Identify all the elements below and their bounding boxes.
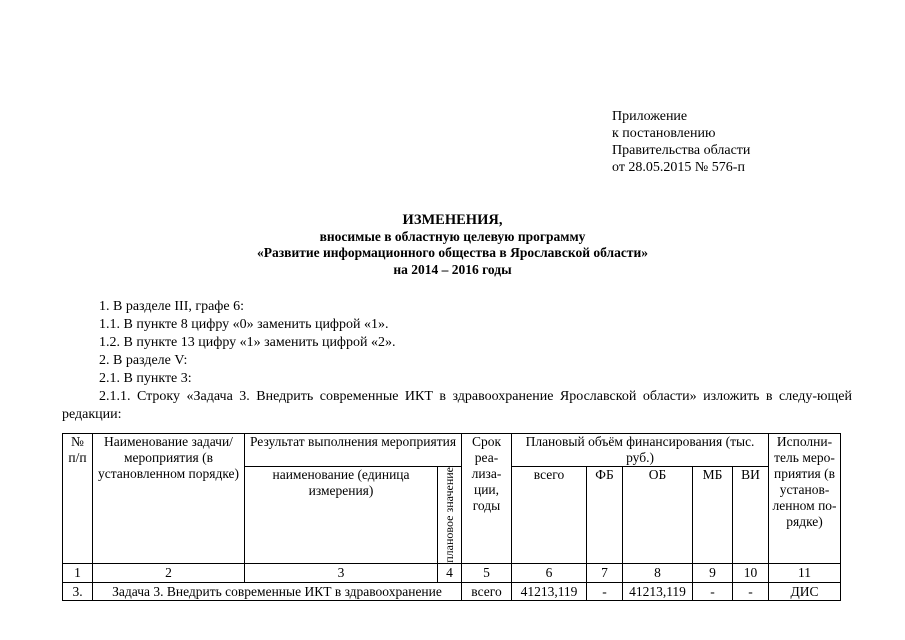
header-cell-finance: Плановый объём финансирования (тыс. руб.) — [512, 434, 769, 467]
header-cell-total: всего — [512, 467, 587, 564]
header-cell-result-name: наименование (единица измерения) — [245, 467, 438, 564]
column-number: 3 — [245, 564, 438, 583]
column-number: 9 — [693, 564, 733, 583]
row-mb: - — [693, 583, 733, 601]
document-body — [62, 298, 852, 424]
row-term: всего — [462, 583, 512, 601]
title-line: на 2014 – 2016 годы — [393, 261, 512, 277]
row-total: 41213,119 — [512, 583, 587, 601]
title-main: ИЗМЕНЕНИЯ, — [402, 212, 503, 228]
paragraph: 1.2. В пункте 13 цифру «1» заменить цифрой «2». — [99, 335, 396, 350]
column-number: 4 — [438, 564, 462, 583]
paragraph: 1.1. В пункте 8 цифру «0» заменить цифрой «1». — [99, 317, 389, 332]
header-cell-term: Срок реа-лиза-ции, годы — [462, 434, 512, 564]
row-ob: 41213,119 — [623, 583, 693, 601]
column-number: 1 — [63, 564, 93, 583]
appendix-line: Приложение — [612, 109, 688, 124]
column-number: 8 — [623, 564, 693, 583]
header-cell-vi: ВИ — [733, 467, 769, 564]
header-cell-name: Наименование задачи/мероприятия (в установленном порядке) — [93, 434, 245, 564]
header-cell-fb: ФБ — [587, 467, 623, 564]
paragraph: 2.1. В пункте 3: — [99, 371, 192, 386]
header-cell-ob: ОБ — [623, 467, 693, 564]
title-line: «Развитие информационного общества в Ярославской области» — [256, 245, 649, 260]
row-number: 3. — [63, 583, 93, 601]
appendix-block — [612, 108, 750, 176]
row-executor: ДИС — [769, 583, 841, 601]
column-number: 2 — [93, 564, 245, 583]
header-cell-result: Результат выполнения мероприятия — [245, 434, 462, 467]
title-line: вносимые в областную целевую программу — [319, 228, 586, 244]
vertical-header-text: плановое значение — [442, 467, 456, 563]
column-number: 7 — [587, 564, 623, 583]
row-task-name: Задача 3. Внедрить современные ИКТ в здравоохранение — [93, 583, 462, 601]
header-cell-mb: МБ — [693, 467, 733, 564]
appendix-line: от 28.05.2015 № 576-п — [612, 160, 745, 175]
row-vi: - — [733, 583, 769, 601]
row-fb: - — [587, 583, 623, 601]
header-cell-number: № п/п — [63, 434, 93, 564]
table-header-row — [63, 434, 841, 467]
column-number: 6 — [512, 564, 587, 583]
column-number: 5 — [462, 564, 512, 583]
paragraph: 2.1.1. Строку «Задача 3. Внедрить современные ИКТ в здравоохранение Ярославской области» изложить в следу-ющей редакции: — [62, 389, 852, 422]
paragraph: 1. В разделе III, графе 6: — [99, 299, 244, 314]
appendix-line: к постановлению — [612, 126, 716, 141]
paragraph: 2. В разделе V: — [99, 353, 188, 368]
header-cell-result-value — [438, 467, 462, 564]
column-numbers-row — [63, 564, 841, 583]
program-table — [62, 433, 841, 601]
appendix-line: Правительства области — [612, 143, 751, 158]
document-title — [0, 212, 905, 278]
table-row — [63, 583, 841, 601]
column-number: 10 — [733, 564, 769, 583]
header-cell-executor: Исполни-тель меро-приятия (в установ-ленном по-рядке) — [769, 434, 841, 564]
column-number: 11 — [769, 564, 841, 583]
